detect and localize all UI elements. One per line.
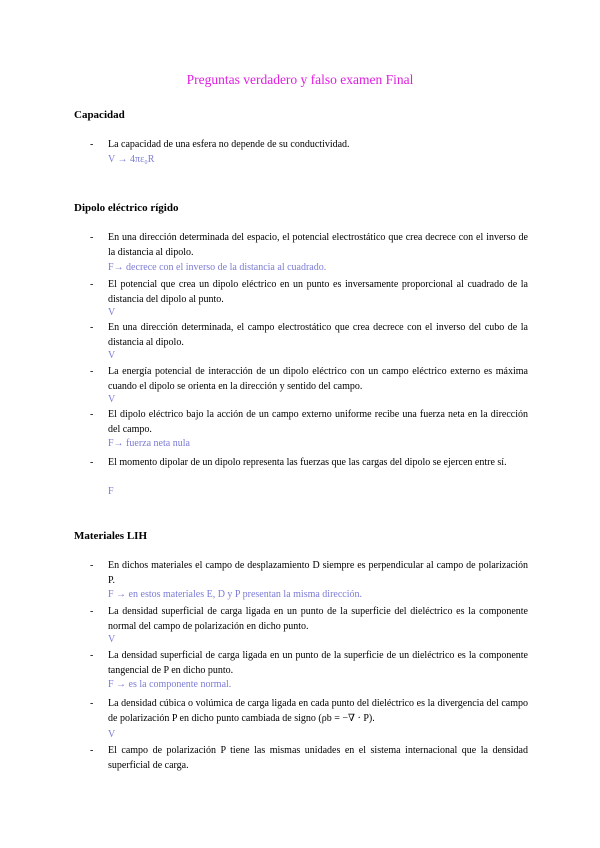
question-text: La densidad superficial de carga ligada en un punto de la superficie de un dieléctrico es la componente tangencial de P en dicho punto. (108, 650, 528, 676)
answer-text: V (108, 634, 116, 645)
bullet-dash: - (90, 606, 94, 617)
answer-text: V (108, 729, 116, 740)
bullet-dash: - (90, 745, 94, 756)
question-text: La densidad cúbica o volúmica de carga ligada en cada punto del dieléctrico es la divergencia del campo de polarización P en dicho punto cambiada de signo (ρb = −∇ · P). (108, 698, 528, 724)
question-text: El campo de polarización P tiene las mismas unidades en el sistema internacional que la densidad superficial de carga. (108, 745, 528, 771)
bullet-dash: - (90, 322, 94, 333)
question-text: En una dirección determinada del espacio, el potencial electrostático que crea decrece con el inverso de la distancia al dipolo. (108, 232, 528, 258)
question-text: La energía potencial de interacción de un dipolo eléctrico con un campo eléctrico externo es máxima cuando el dipolo se orienta en la dirección y sentido del campo. (108, 366, 528, 392)
bullet-dash: - (90, 232, 94, 243)
question-text: La densidad superficial de carga ligada en un punto de la superficie del dieléctrico es la componente normal del campo de polarización en dicho punto. (108, 606, 528, 632)
answer-text: F → en estos materiales E, D y P presentan la misma dirección. (108, 589, 363, 600)
answer-text: F (108, 486, 114, 497)
answer-text: V (108, 350, 116, 361)
answer-text: F→ fuerza neta nula (108, 438, 190, 449)
answer-text: V (108, 394, 116, 405)
answer-text: F→ decrece con el inverso de la distancia al cuadrado. (108, 262, 327, 273)
question-text: El dipolo eléctrico bajo la acción de un campo externo uniforme recibe una fuerza neta en la dirección del campo. (108, 409, 528, 435)
bullet-dash: - (90, 139, 94, 150)
page-title: Preguntas verdadero y falso examen Final (186, 72, 414, 87)
question-text: En una dirección determinada, el campo electrostático que crea decrece con el inverso del cubo de la distancia al dipolo. (108, 322, 528, 348)
answer-text: V → 4πε₀R (108, 154, 155, 165)
bullet-dash: - (90, 409, 94, 420)
question-text: En dichos materiales el campo de desplazamiento D siempre es perpendicular al campo de polarización P. (108, 560, 528, 586)
bullet-dash: - (90, 279, 94, 290)
answer-text: V (108, 307, 116, 318)
bullet-dash: - (90, 366, 94, 377)
bullet-dash: - (90, 650, 94, 661)
answer-text: F → es la componente normal. (108, 679, 232, 690)
section-heading-materiales: Materiales LIH (74, 530, 148, 542)
section-heading-capacidad: Capacidad (74, 109, 125, 121)
bullet-dash: - (90, 457, 94, 468)
question-text: La capacidad de una esfera no depende de su conductividad. (108, 139, 350, 150)
question-text: El potencial que crea un dipolo eléctrico en un punto es inversamente proporcional al cuadrado de la distancia del dipolo al punto. (108, 279, 528, 305)
bullet-dash: - (90, 560, 94, 571)
bullet-dash: - (90, 698, 94, 709)
section-heading-dipolo: Dipolo eléctrico rígido (74, 202, 179, 214)
question-text: El momento dipolar de un dipolo representa las fuerzas que las cargas del dipolo se ejercen entre sí. (108, 457, 507, 468)
